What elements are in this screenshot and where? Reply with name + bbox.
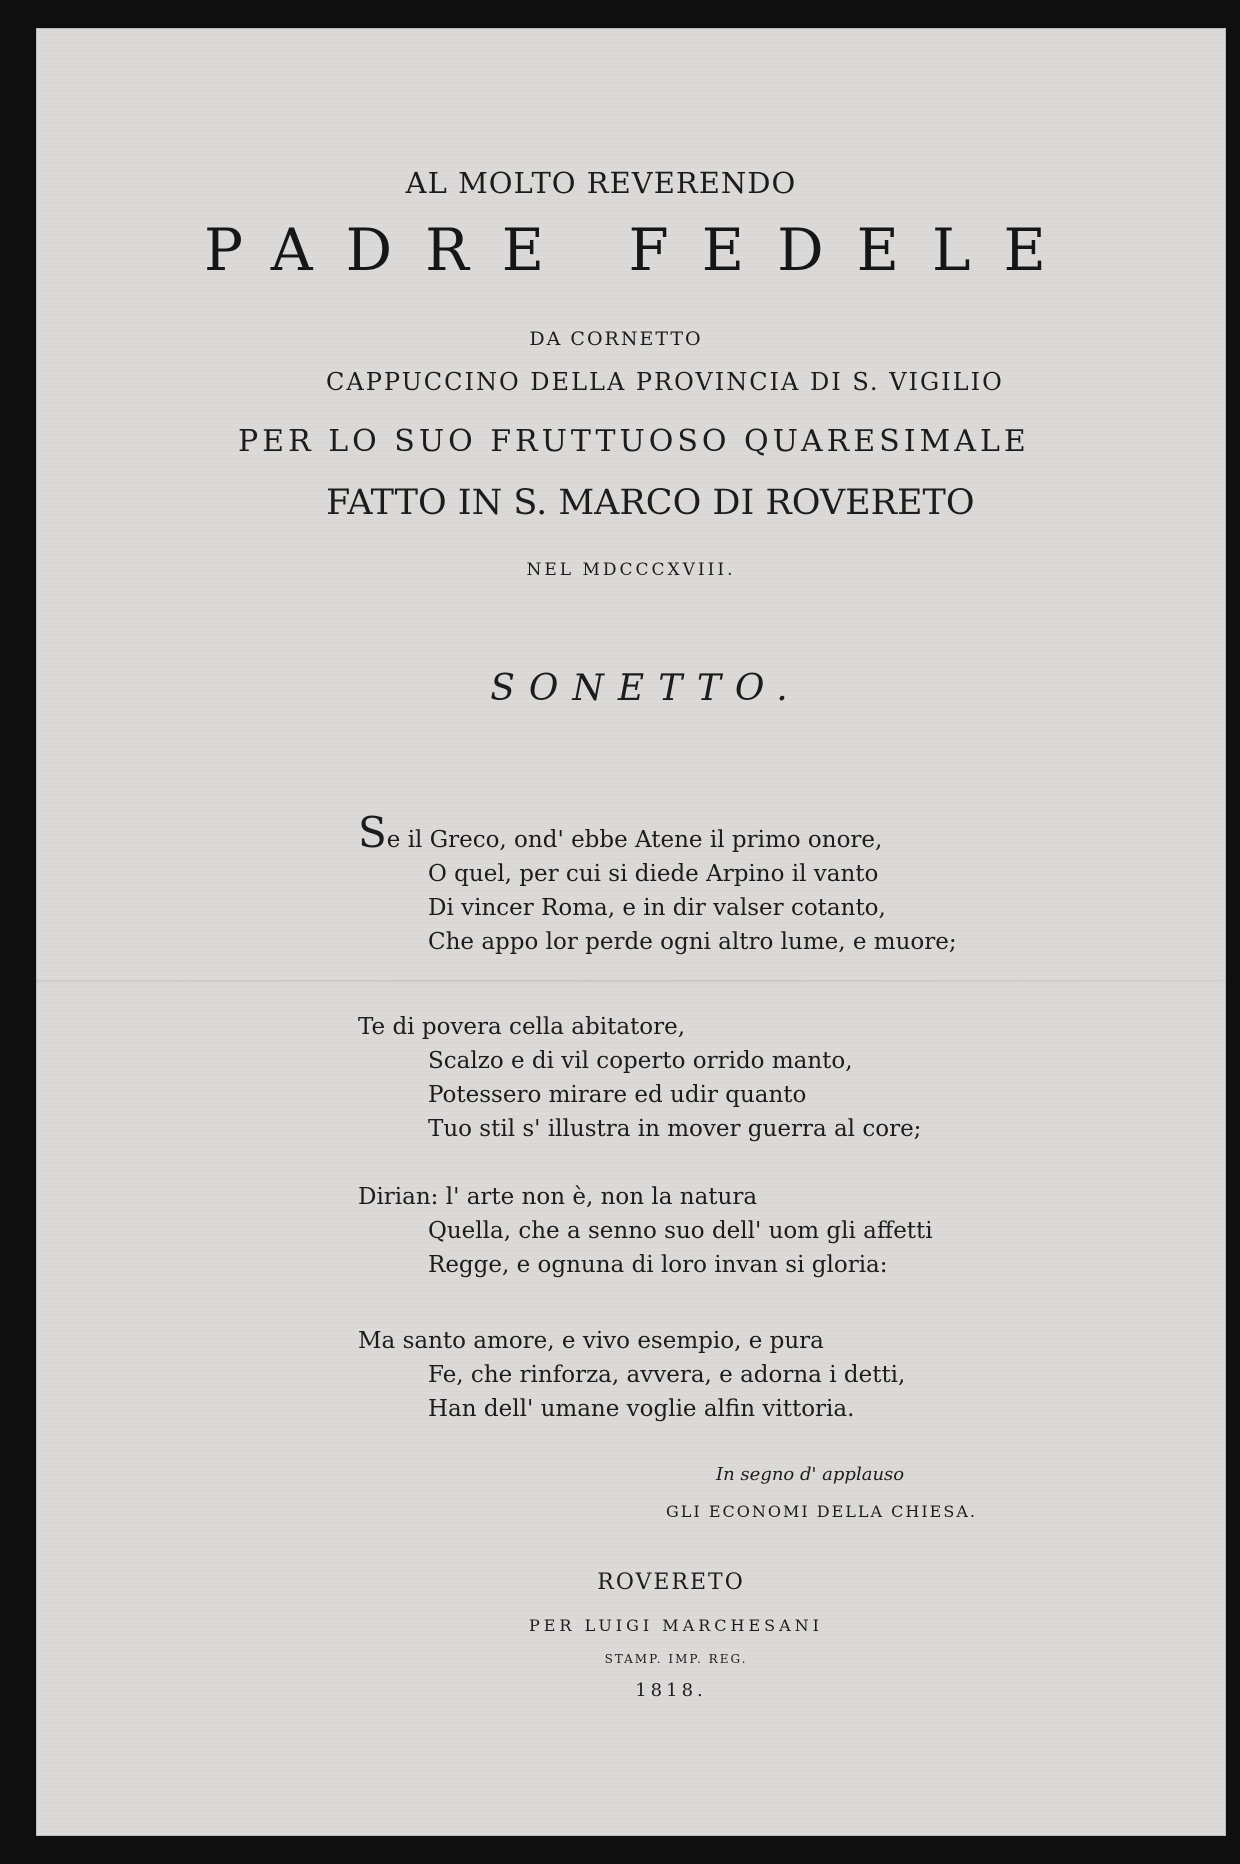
heading-line-1: AL MOLTO REVERENDO	[405, 166, 797, 200]
poem-line: Ma santo amore, e vivo esempio, e pura	[358, 1328, 824, 1354]
dedication-line-1: In segno d' applauso	[716, 1464, 905, 1485]
stanza-2	[358, 1010, 921, 1146]
imprint-stamp: STAMP. IMP. REG.	[604, 1652, 748, 1666]
stanza-4	[358, 1324, 905, 1426]
heading-line-4: CAPPUCCINO DELLA PROVINCIA DI S. VIGILIO	[326, 368, 1004, 396]
poem-line: Fe, che rinforza, avvera, e adorna i detti,	[428, 1362, 906, 1388]
stanza-1	[358, 808, 957, 959]
stanza-3	[358, 1180, 933, 1282]
poem-line: Tuo stil s' illustra in mover guerra al core;	[428, 1116, 922, 1142]
poem-line: Che appo lor perde ogni altro lume, e muore;	[428, 929, 957, 955]
poem-line: O quel, per cui si diede Arpino il vanto	[428, 861, 879, 887]
imprint-year: 1818.	[635, 1680, 707, 1701]
heading-line-5: PER LO SUO FRUTTUOSO QUARESIMALE	[238, 424, 1030, 459]
paper-fold	[36, 980, 1226, 982]
poem-line: Te di povera cella abitatore,	[358, 1014, 686, 1040]
imprint-printer: PER LUIGI MARCHESANI	[528, 1616, 823, 1635]
poem-line: Potessero mirare ed udir quanto	[428, 1082, 807, 1108]
poem-line: Regge, e ognuna di loro invan si gloria:	[428, 1252, 888, 1278]
poem-line: Di vincer Roma, e in dir valser cotanto,	[428, 895, 886, 921]
poem-line: Han dell' umane voglie alfin vittoria.	[428, 1396, 855, 1422]
poem-line: Dirian: l' arte non è, non la natura	[358, 1184, 758, 1210]
dedication-line-2: GLI ECONOMI DELLA CHIESA.	[666, 1502, 977, 1521]
heading-name: PADRE FEDELE	[204, 216, 1079, 284]
poem-line: Scalzo e di vil coperto orrido manto,	[428, 1048, 853, 1074]
heading-date: NEL MDCCCXVIII.	[526, 560, 736, 580]
imprint-city: ROVERETO	[597, 1570, 745, 1595]
heading-line-3: DA CORNETTO	[529, 328, 703, 350]
heading-line-6: FATTO IN S. MARCO DI ROVERETO	[326, 483, 975, 523]
initial-letter: S	[358, 808, 387, 857]
broadside-sheet	[36, 28, 1226, 1836]
poem-line: Se il Greco, ond' ebbe Atene il primo onore,	[358, 808, 883, 857]
poem-title: SONETTO.	[490, 668, 802, 709]
poem-line: Quella, che a senno suo dell' uom gli affetti	[428, 1218, 933, 1244]
